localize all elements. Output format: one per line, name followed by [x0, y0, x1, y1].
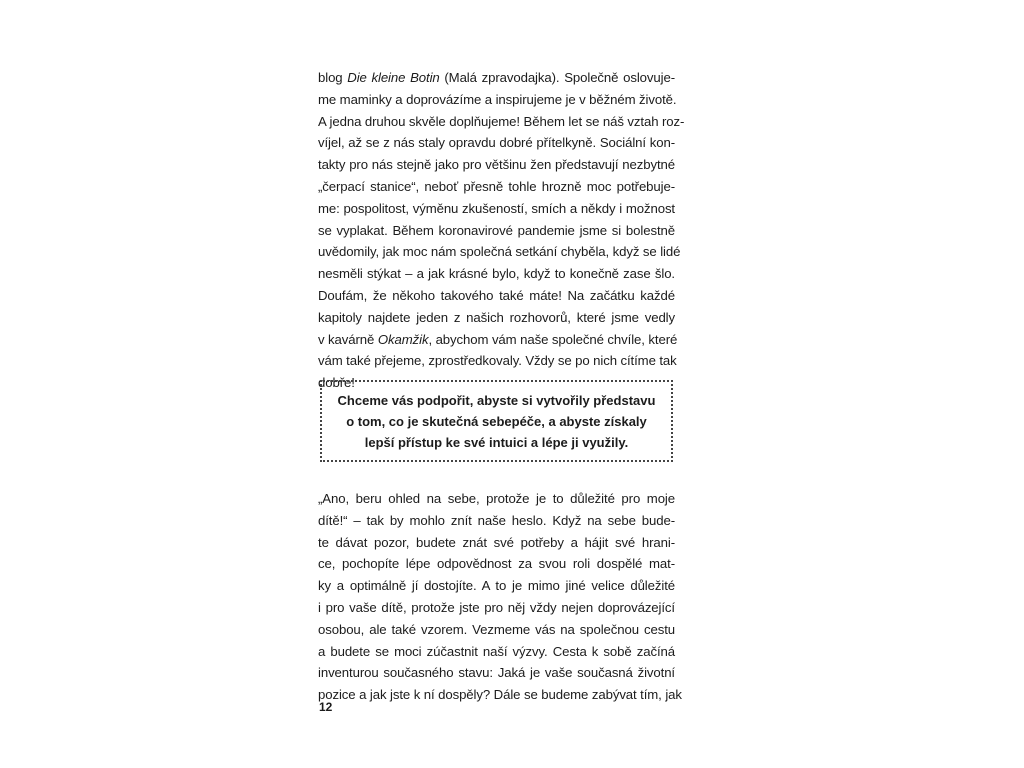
text-line: osobou, ale také vzorem. Vezmeme vás na společnou cestu [318, 621, 675, 637]
text-line: takty pro nás stejně jako pro většinu žen představují nezbytné [318, 157, 675, 173]
text-line: nesměli stýkat – a jak krásné bylo, když to konečně zase šlo. [318, 266, 675, 282]
text-line: me maminky a doprovázíme a inspirujeme je v běžném životě. [318, 91, 677, 107]
text-line: a budete se moci zúčastnit naší výzvy. Cesta k sobě začíná [318, 643, 675, 659]
text-line: pozice a jak jste k ní dospěly? Dále se budeme zabývat tím, jak [318, 687, 682, 703]
callout-line: o tom, co je skutečná sebepéče, a abyste získaly [346, 413, 647, 429]
text-line: inventurou současného stavu: Jaká je vaše současná životní [318, 665, 675, 681]
text-line: Doufám, že někoho takového také máte! Na začátku každé [318, 287, 675, 303]
text-line: v kavárně Okamžik, abychom vám naše společné chvíle, které [318, 331, 678, 347]
callout-box [320, 380, 673, 462]
text-line: dobře! [318, 375, 355, 391]
callout-text [338, 390, 656, 453]
text-line: dítě!“ – tak by mohlo znít naše heslo. Když na sebe bude- [318, 512, 675, 528]
page-number: 12 [319, 700, 333, 714]
text-line: te dávat pozor, budete znát své potřeby a hájit své hrani- [318, 534, 675, 550]
paragraph-motto [318, 488, 682, 706]
text-line: i pro vaše dítě, protože jste pro něj vždy nejen doprovázející [318, 599, 675, 615]
text-line: A jedna druhou skvěle doplňujeme! Během let se náš vztah roz- [318, 113, 685, 129]
text-line: ky a optimálně jí dostojíte. A to je mimo jiné velice důležité [318, 578, 675, 594]
text-line: „čerpací stanice“, neboť přesně tohle hrozně moc potřebuje- [318, 178, 675, 194]
text-line: „Ano, beru ohled na sebe, protože je to důležité pro moje [318, 491, 675, 506]
text-line: ce, pochopíte lépe odpovědnost za svou roli dospělé mat- [318, 556, 675, 572]
text-line: blog Die kleine Botin (Malá zpravodajka). Společně oslovuje- [318, 70, 675, 85]
callout-line: Chceme vás podpořit, abyste si vytvořily představu [337, 392, 656, 408]
callout-line: lepší přístup ke své intuici a lépe ji využily. [364, 434, 629, 450]
paragraph-intro [318, 67, 685, 394]
text-line: vám také přejeme, zprostředkovaly. Vždy se po nich cítíme tak [318, 353, 677, 369]
text-line: me: pospolitost, výměnu zkušeností, smích a někdy i možnost [318, 200, 675, 216]
text-line: víjel, až se z nás staly opravdu dobré přítelkyně. Sociální kon- [318, 135, 675, 151]
text-line: kapitoly najdete jeden z našich rozhovorů, které jsme vedly [318, 309, 675, 325]
text-line: uvědomily, jak moc nám společná setkání chyběla, když se lidé [318, 244, 681, 260]
text-line: se vyplakat. Během koronavirové pandemie jsme si bolestně [318, 222, 675, 238]
